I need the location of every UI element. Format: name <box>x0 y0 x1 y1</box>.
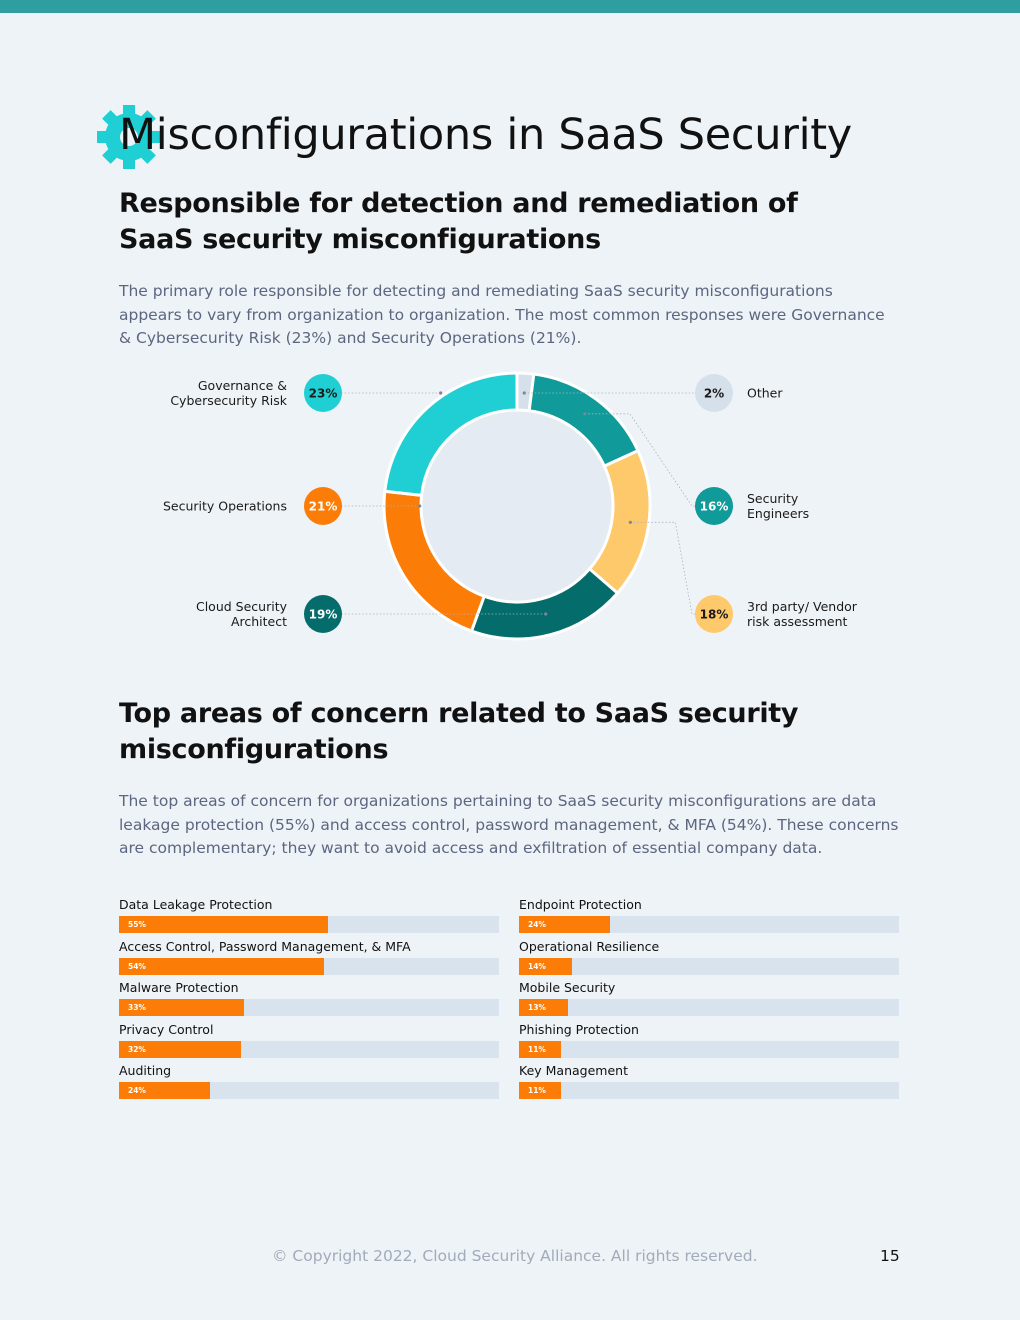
bar-fill <box>119 999 244 1016</box>
copyright-text: © Copyright 2022, Cloud Security Alliance. All rights reserved. <box>272 1247 758 1265</box>
bar-label: Privacy Control <box>119 1021 214 1037</box>
bar-value-label: 54% <box>128 961 146 971</box>
bar-item <box>519 897 899 937</box>
bar-fill <box>119 958 324 975</box>
bar-track <box>119 916 499 933</box>
section-heading-responsible: Responsible for detection and remediation of SaaS security misconfigurations <box>119 188 798 255</box>
page-title: Misconfigurations in SaaS Security <box>119 110 852 160</box>
bar-fill <box>519 958 572 975</box>
bar-label: Operational Resilience <box>519 938 660 954</box>
bar-value-label: 33% <box>128 1003 146 1012</box>
slice-value-label-4: 21% <box>308 499 338 514</box>
slice-category-label-5: Governance & Cybersecurity Risk <box>170 378 287 408</box>
bar-label: Auditing <box>119 1063 172 1078</box>
bar-track <box>519 1041 899 1058</box>
bar-value-label: 55% <box>128 920 146 929</box>
bar-fill <box>119 1041 241 1058</box>
bar-label: Phishing Protection <box>519 1021 639 1037</box>
leader-dot-4 <box>418 504 421 507</box>
bar-track <box>519 916 899 933</box>
leader-dot-0 <box>523 391 526 394</box>
slice-category-label-2: 3rd party/ Vendor risk assessment <box>747 599 857 629</box>
bar-fill <box>519 1082 561 1099</box>
bar-track <box>519 958 899 975</box>
top-accent-bar <box>0 0 1020 13</box>
bar-value-label: 11% <box>528 1086 546 1095</box>
slice-value-label-5: 23% <box>308 386 338 401</box>
bar-label: Access Control, Password Management, & MFA <box>119 938 411 954</box>
slice-value-label-3: 19% <box>308 607 338 622</box>
bar-track <box>119 958 499 975</box>
bar-item <box>519 980 899 1020</box>
bar-value-label: 24% <box>128 1086 146 1095</box>
bar-item <box>119 939 499 979</box>
bar-fill <box>519 916 610 933</box>
section-paragraph-concerns: The top areas of concern for organizations pertaining to SaaS security misconfigurations are data leakage protection (55%) and access control, password management, & MFA (54%). These concerns are complementary; they want to avoid access and exfiltration of essential company data. <box>119 792 899 857</box>
leader-dot-5 <box>439 391 442 394</box>
bar-fill <box>519 999 568 1016</box>
bar-value-label: 11% <box>528 1044 546 1054</box>
bar-label: Malware Protection <box>119 980 239 995</box>
slice-value-label-0: 2% <box>703 386 725 401</box>
bar-item <box>519 1022 899 1062</box>
bar-track <box>119 1041 499 1058</box>
bar-value-label: 32% <box>128 1044 146 1054</box>
bar-value-label: 14% <box>528 961 546 971</box>
bar-label: Mobile Security <box>519 980 616 995</box>
bar-label: Data Leakage Protection <box>119 897 273 912</box>
slice-category-label-3: Cloud Security Architect <box>195 599 287 629</box>
bar-value-label: 24% <box>528 920 546 929</box>
bar-fill <box>519 1041 561 1058</box>
bar-track <box>119 1082 499 1099</box>
slice-category-label-4: Security Operations <box>162 498 287 514</box>
donut-chart <box>0 360 1020 660</box>
slice-value-label-1: 16% <box>699 499 729 514</box>
bar-value-label: 13% <box>528 1003 546 1012</box>
bar-fill <box>119 916 328 933</box>
slice-category-label-1: Security Engineers <box>747 491 810 521</box>
bar-label: Endpoint Protection <box>519 897 642 912</box>
bar-item <box>119 1063 499 1103</box>
bar-item <box>119 897 499 937</box>
section-heading-concerns: Top areas of concern related to SaaS security misconfigurations <box>119 698 799 765</box>
leader-dot-1 <box>583 412 586 415</box>
bar-track <box>519 1082 899 1099</box>
slice-value-label-2: 18% <box>699 607 729 622</box>
bar-item <box>519 1063 899 1103</box>
bar-track <box>119 999 499 1016</box>
bar-item <box>519 939 899 979</box>
section-paragraph-responsible: The primary role responsible for detecting and remediating SaaS security misconfigurations appears to vary from organization to organization. The most common responses were Governance & Cybersecurity Risk (23%) and Security Operations (21%). <box>119 282 885 347</box>
bar-track <box>519 999 899 1016</box>
leader-dot-3 <box>544 612 547 615</box>
leader-dot-2 <box>629 521 632 524</box>
bar-label: Key Management <box>519 1063 628 1078</box>
bar-item <box>119 980 499 1020</box>
slice-category-label-0: Other <box>747 385 783 401</box>
bar-item <box>119 1022 499 1062</box>
page-number: 15 <box>880 1247 900 1265</box>
bar-fill <box>119 1082 210 1099</box>
